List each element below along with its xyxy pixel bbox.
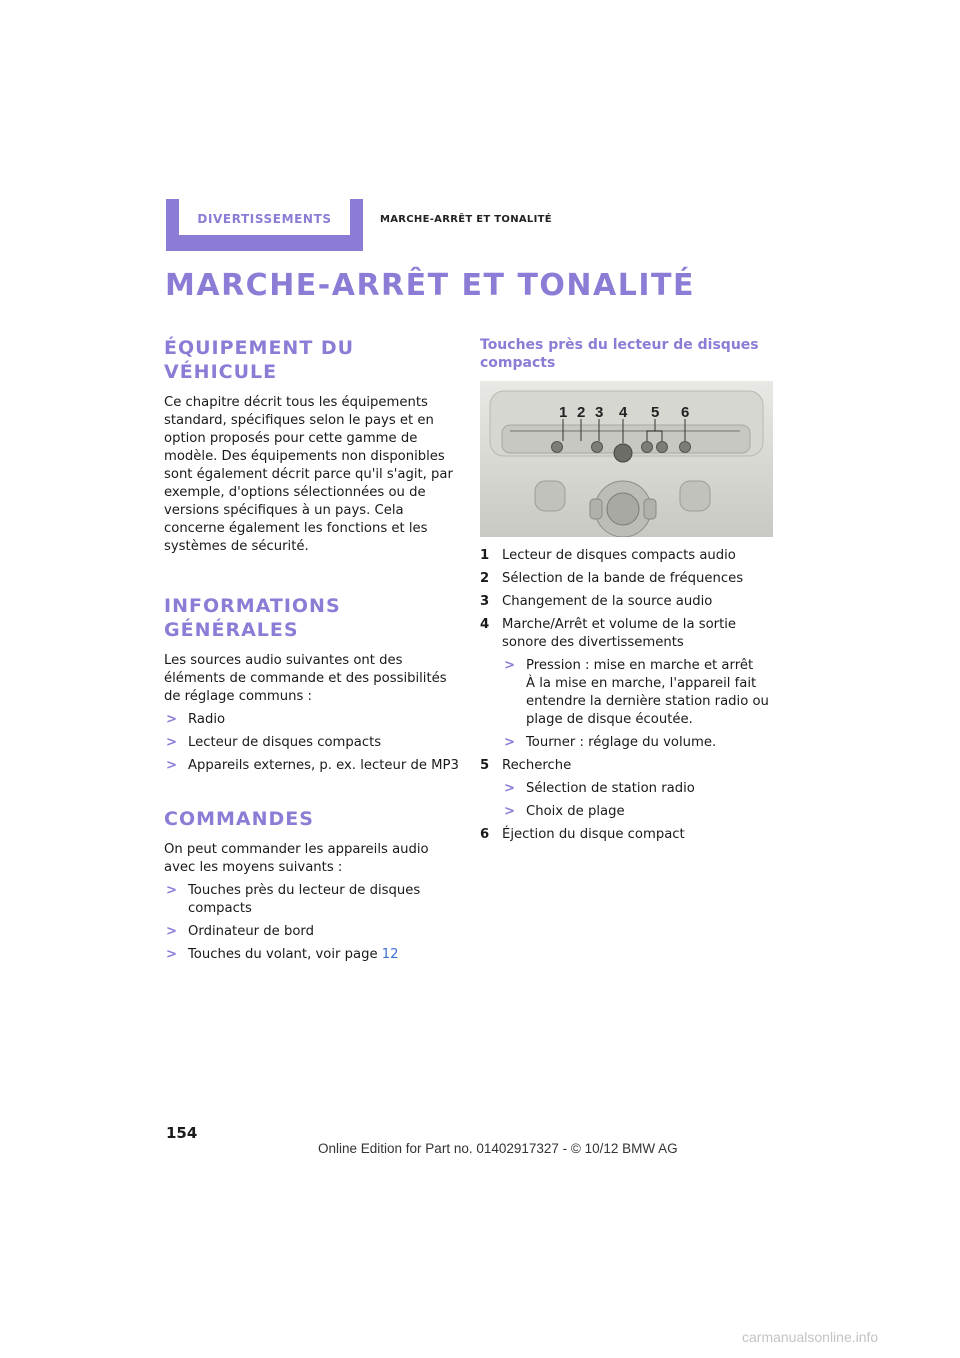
subsection-heading: Touches près du lecteur de disques compacts xyxy=(480,337,759,371)
eject-button xyxy=(680,442,691,453)
list-item: 1 Lecteur de disques compacts audio xyxy=(480,548,736,563)
sub-list-item: > Pression : mise en marche et arrêt À la mise en marche, l'appareil fait entendre la dernière station radio ou plage de disque écoutée. xyxy=(504,658,769,727)
list-item: > Appareils externes, p. ex. lecteur de MP3 xyxy=(166,758,459,773)
search-right-button xyxy=(657,442,668,453)
search-left-button xyxy=(642,442,653,453)
list-item: > Touches du volant, voir page 12 xyxy=(166,947,399,962)
list-item: > Touches près du lecteur de disques compacts xyxy=(166,883,421,916)
section-heading-informations: INFORMATIONS GÉNÉRALES xyxy=(164,595,341,641)
page-link[interactable]: 12 xyxy=(381,947,399,962)
watermark: carmanualsonline.info xyxy=(742,1329,879,1345)
sub-list-item: > Sélection de station radio xyxy=(504,781,695,796)
page-number: 154 xyxy=(166,1124,198,1142)
list-item: 3 Changement de la source audio xyxy=(480,594,713,609)
paragraph-equipement: Ce chapitre décrit tous les équipements standard, spécifiques selon le pays et en option proposés pour cette gamme de modèle. Des équipements non disponibles sont également décrit parce qu'il s'agit, par exemple, d'options sélectionnées ou de versions spécifiques à un pays. Cela concerne également les fonctions et les systèmes de sécurité. xyxy=(164,395,453,554)
sub-list-item: > Choix de plage xyxy=(504,804,625,819)
chapter-tab-label: DIVERTISSEMENTS xyxy=(197,212,332,226)
paragraph-commandes: On peut commander les appareils audio avec les moyens suivants : xyxy=(164,842,429,875)
page-title: MARCHE-ARRÊT ET TONALITÉ xyxy=(165,268,695,303)
callout-2: 2 xyxy=(577,404,586,421)
running-title: MARCHE-ARRÊT ET TONALITÉ xyxy=(380,214,552,225)
section-heading-equipement: ÉQUIPEMENT DU VÉHICULE xyxy=(164,337,355,383)
cd-player-illustration xyxy=(480,381,773,537)
source-button xyxy=(592,442,603,453)
cd-player-photo xyxy=(480,381,773,537)
left-column xyxy=(164,336,460,964)
volume-knob xyxy=(614,444,632,462)
section-heading-commandes: COMMANDES xyxy=(164,808,314,830)
callout-4: 4 xyxy=(619,404,628,421)
callout-3: 3 xyxy=(595,404,604,421)
band-button xyxy=(552,442,563,453)
list-item: 4 Marche/Arrêt et volume de la sortie sonore des divertissements xyxy=(480,617,737,650)
list-item: 2 Sélection de la bande de fréquences xyxy=(480,571,744,586)
list-item: > Radio xyxy=(166,712,226,727)
callout-5: 5 xyxy=(651,404,660,421)
sub-list-item: > Tourner : réglage du volume. xyxy=(504,735,717,750)
callout-6: 6 xyxy=(681,404,690,421)
callout-1: 1 xyxy=(559,404,568,421)
paragraph-informations: Les sources audio suivantes ont des éléments de commande et des possibilités de réglage communs : xyxy=(164,653,447,704)
footer-edition: Online Edition for Part no. 01402917327 - © 10/12 BMW AG xyxy=(318,1141,678,1156)
list-item: > Lecteur de disques compacts xyxy=(166,735,382,750)
list-item: 5 Recherche xyxy=(480,758,572,773)
list-item: > Ordinateur de bord xyxy=(166,924,314,939)
right-column xyxy=(480,336,780,844)
list-item: 6 Éjection du disque compact xyxy=(480,827,685,842)
